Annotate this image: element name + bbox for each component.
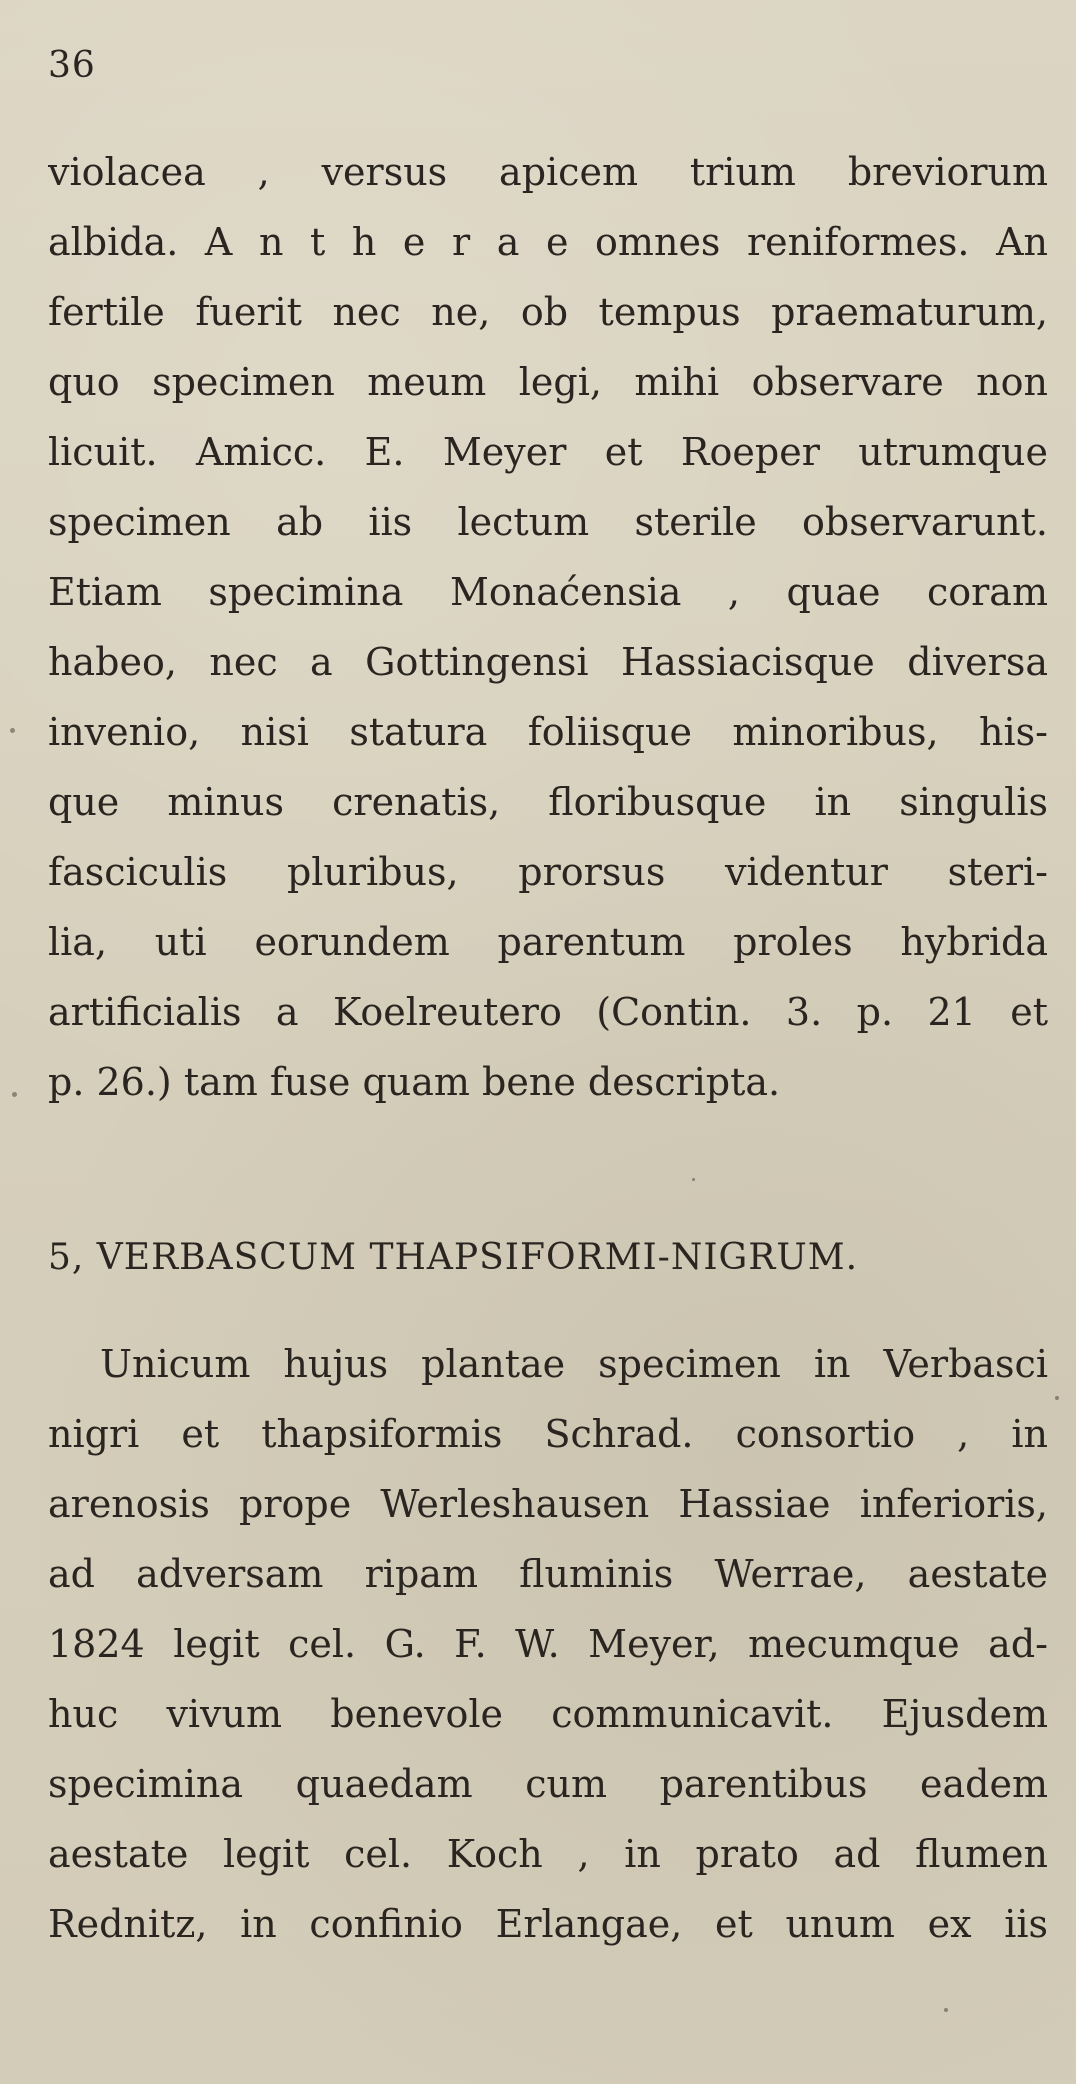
paper-speck [10, 728, 15, 733]
paragraph-verbascum [48, 1329, 1048, 1959]
text-line-last: p. 26.) tam fuse quam bene descripta. [48, 1060, 781, 1104]
text-line: aestate legit cel. Koch , in prato ad flumen [48, 1832, 1048, 1876]
text-line: huc vivum benevole communicavit. Ejusdem [48, 1692, 1048, 1736]
text-line: fasciculis pluribus, prorsus videntur steri- [48, 850, 1048, 894]
paper-speck [944, 2008, 948, 2012]
text-line: violacea , versus apicem trium breviorum [48, 150, 1048, 194]
text-line: specimina quaedam cum parentibus eadem [48, 1762, 1048, 1806]
text-line: lia, uti eorundem parentum proles hybrida [48, 920, 1048, 964]
text-line: 1824 legit cel. G. F. W. Meyer, mecumque ad- [48, 1622, 1048, 1666]
paper-speck [692, 1178, 695, 1181]
text-line: licuit. Amicc. E. Meyer et Roeper utrumque [48, 430, 1048, 474]
text-line-indented: Unicum hujus plantae specimen in Verbasci [100, 1342, 1048, 1386]
text-line: quo specimen meum legi, mihi observare non [48, 360, 1048, 404]
text-line: nigri et thapsiformis Schrad. consortio , in [48, 1412, 1048, 1456]
text-line: specimen ab iis lectum sterile observarunt. [48, 500, 1048, 544]
text-line: artificialis a Koelreutero (Contin. 3. p. 21 et [48, 990, 1048, 1034]
text-line: arenosis prope Werleshausen Hassiae inferioris, [48, 1482, 1048, 1526]
paper-speck [12, 1092, 17, 1097]
paragraph-continued [48, 137, 1048, 1117]
text-line: fertile fuerit nec ne, ob tempus praematurum, [48, 290, 1048, 334]
text-line: Etiam specimina Monaćensia , quae coram [48, 570, 1048, 614]
paper-speck [1055, 1396, 1059, 1400]
section-heading: 5, VERBASCUM THAPSIFORMI-NIGRUM. [48, 1237, 859, 1278]
page-number: 36 [48, 45, 96, 86]
text-line: Rednitz, in confinio Erlangae, et unum ex iis [48, 1902, 1048, 1946]
text-line: ad adversam ripam fluminis Werrae, aestate [48, 1552, 1048, 1596]
text-line: que minus crenatis, floribusque in singulis [48, 780, 1048, 824]
text-line: albida. A n t h e r a e omnes reniformes. An [48, 220, 1048, 264]
text-line: invenio, nisi statura foliisque minoribus, his- [48, 710, 1048, 754]
text-line: habeo, nec a Gottingensi Hassiacisque diversa [48, 640, 1048, 684]
